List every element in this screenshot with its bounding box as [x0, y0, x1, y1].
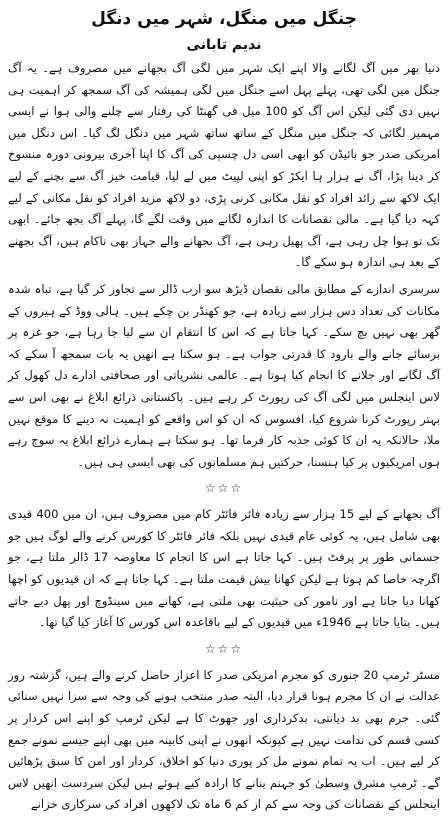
article-paragraph: سرسری اندازے کے مطابق مالی نقصان ڈیڑھ سو ارب ڈالر سے تجاوز کر گیا ہے، تباہ شدہ مکانات کی تعداد دس ہزار سے زیادہ ہے، جو کھنڈر بن چکے ہیں۔ ہالی ووڈ کے ہیروں کے گھر بھی نہیں بچ سکے۔ کہا جاتا ہے کہ اس کا انتقام ان سے لیا جا رہا ہے، جو غزہ پر برسائے جانے والے بارود کا قدرتی جواب ہے۔ ہو سکتا ہے انھیں یہ بات سمجھ آ سکے کہ آگ لگانے اور جلانے کا انجام کیا ہوتا ہے۔ عالمی نشریاتی اور صحافتی ادارے دل کھول کر لاس اینجلس میں لگی آگ کی رپورٹ کر رہے ہیں۔ پاکستانی ذرائع ابلاغ نے بھی اس سے بہتر رپورٹ کرنا شروع کیا، افسوس کہ ان کو اس واقعے کو اہمیت نہ دینے کا موقع نہیں ملا، حالانکہ یہ ان کا کوئی جذبہ کار فرما تھا۔ ہو سکتا ہے ہمارے ذرائع ابلاغ یہ سوچ رہے ہوں امریکیوں پر کیا ہنسنا، حرکتیں ہم مسلمانوں کی بھی ایسی ہی ہیں۔	[8, 281, 440, 469]
author-name: ندیم تابانی	[186, 37, 262, 53]
section-separator: ☆☆☆	[204, 641, 244, 656]
article-paragraph: مسٹر ٹرمپ 20 جنوری کو مجرم امریکی صدر کا اعزاز حاصل کرنے والے ہیں، گزشتہ روز عدالت نے ان کا مجرم ہونا قرار دیا، البتہ صدر منتخب ہونے کی وجہ سے سزا نہیں سنائی گئی۔ جرم بھی بد دیانتی، بدکرداری اور جھوٹ کا ہے لیکن ٹرمپ کو اپنے اس کردار پر کسی قسم کی ندامت نہیں ہے کیونکہ انھوں نے اپنی کابینہ میں بھی اپنے جیسے نمونے جمع کر لیے ہیں۔ اب یہ تمام نمونے مل کر پوری دنیا کو اخلاق، کردار اور امن کا سبق پڑھائیں گے۔ ٹرمپ مشرق وسطیٰ کو جہنم بنانے کا ارادہ کیے ہوئے ہیں لیکن سردست انھیں لاس اینجلس کے نقصانات کی وجہ سے کم از کم 6 ماہ تک لاکھوں افراد کی سرکاری خزانے	[8, 667, 440, 812]
article-paragraph: دنیا بھر میں آگ لگانے والا اپنے ایک شہر میں لگی آگ بجھانے میں مصروف ہے۔ یہ آگ جنگل میں لگی تھی، پہلے پہل اسے جنگل میں لگی ہمیشہ کی آگ سمجھ کر اہمیت ہی نہیں دی گئی لیکن اس آگ کو 100 میل فی گھنٹا کی رفتار سے چلنے والی ہوا نے ایسی مہمیز لگائی کہ جنگل میں منگل کے ساتھ ساتھ شہر میں دنگل لگ گیا۔ اس دنگل میں امریکی صدر جو بائیڈن کو ابھی اسی دل چسپی کی آگ کا اپنا آخری بیرونی دورہ منسوخ کر دینا پڑا، آگ نے ہزار ہا ایکڑ کو اپنی لپیٹ میں لے لیا، قیامت خیز آگ سے بچنے کے لیے ایک لاکھ سے زائد افراد کو نقل مکانی کرنی پڑی، دو لاکھ مزید افراد کو نقل مکانی کے لیے کہہ دیا گیا ہے۔ مالی نقصانات کا اندازہ لگانے میں وقت لگے گا، پہلے آگ بجھ جائے۔ ابھی تک تو ہوا چل رہی ہے، آگ پھیل رہی ہے، آگ بجھانے والے جہاز بھی ناکام ہیں، آگ بجھنے کے بعد ہی اندازہ ہو سکے گا۔	[8, 61, 440, 270]
section-separator: ☆☆☆	[204, 481, 244, 496]
article-paragraph: آگ بجھانے کے لیے 15 ہزار سے زیادہ فائر فائٹر کام میں مصروف ہیں، ان میں 400 قیدی بھی شامل ہیں، یہ کوئی عام قیدی نہیں بلکہ فائر فائٹر کا کورس کرنے والے لوگ ہیں جو جسمانی طور پر پرفٹ ہیں۔ کہا جاتا ہے اس کا انجام کا معاوضہ 17 ڈالر ملتا ہے، جو اگرچہ خاصا کم ہوتا ہے لیکن کھانا بیش قیمت ملتا ہے۔ کہا جاتا ہے کہ ان قیدیوں کو اچھا کھانا دیا جاتا ہے اور نامور کی حیثیت بھی ملتی ہے، کھانے میں سینڈوچ اور پھل دیے جاتے ہیں۔ بتایا جاتا ہے 1946ء میں قیدیوں کے لیے باقاعدہ اس کورس کا آغاز کیا گیا تھا۔	[8, 507, 441, 630]
article-title: جنگل میں منگل، شہر میں دنگل	[91, 9, 357, 29]
